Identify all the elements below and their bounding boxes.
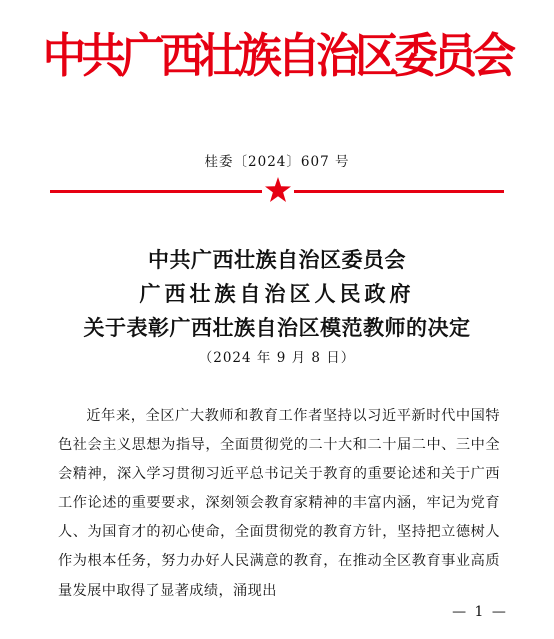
star-icon — [264, 176, 292, 204]
issuer-government: 广西壮族自治区人民政府 — [139, 281, 415, 306]
issuer-party-committee: 中共广西壮族自治区委员会 — [148, 247, 406, 272]
document-subject: 关于表彰广西壮族自治区模范教师的决定 — [83, 315, 471, 340]
document-title-block — [0, 243, 554, 369]
document-number: 桂委〔2024〕607 号 — [204, 154, 350, 170]
document-date: （2024 年 9 月 8 日） — [198, 350, 356, 366]
body-paragraph: 近年来，全区广大教师和教育工作者坚持以习近平新时代中国特色社会主义思想为指导，全面贯彻党的二十大和二十届二中、三中全会精神，深入学习贯彻习近平总书记关于教育的重要论述和关于广西工作论述的重要要求，深刻领会教育家精神的丰富内涵，牢记为党育人、为国育才的初心使命，全面贯彻党的教育方针，坚持把立德树人作为根本任务，努力办好人民满意的教育，在推动全区教育事业高质量发展中取得了显著成绩，涌现出 — [58, 408, 500, 599]
page-number: — 1 — — [452, 604, 508, 620]
red-rule-right — [294, 190, 504, 193]
masthead-title: 中共广西壮族自治区委员会 — [42, 29, 512, 84]
red-rule-left — [50, 190, 262, 193]
